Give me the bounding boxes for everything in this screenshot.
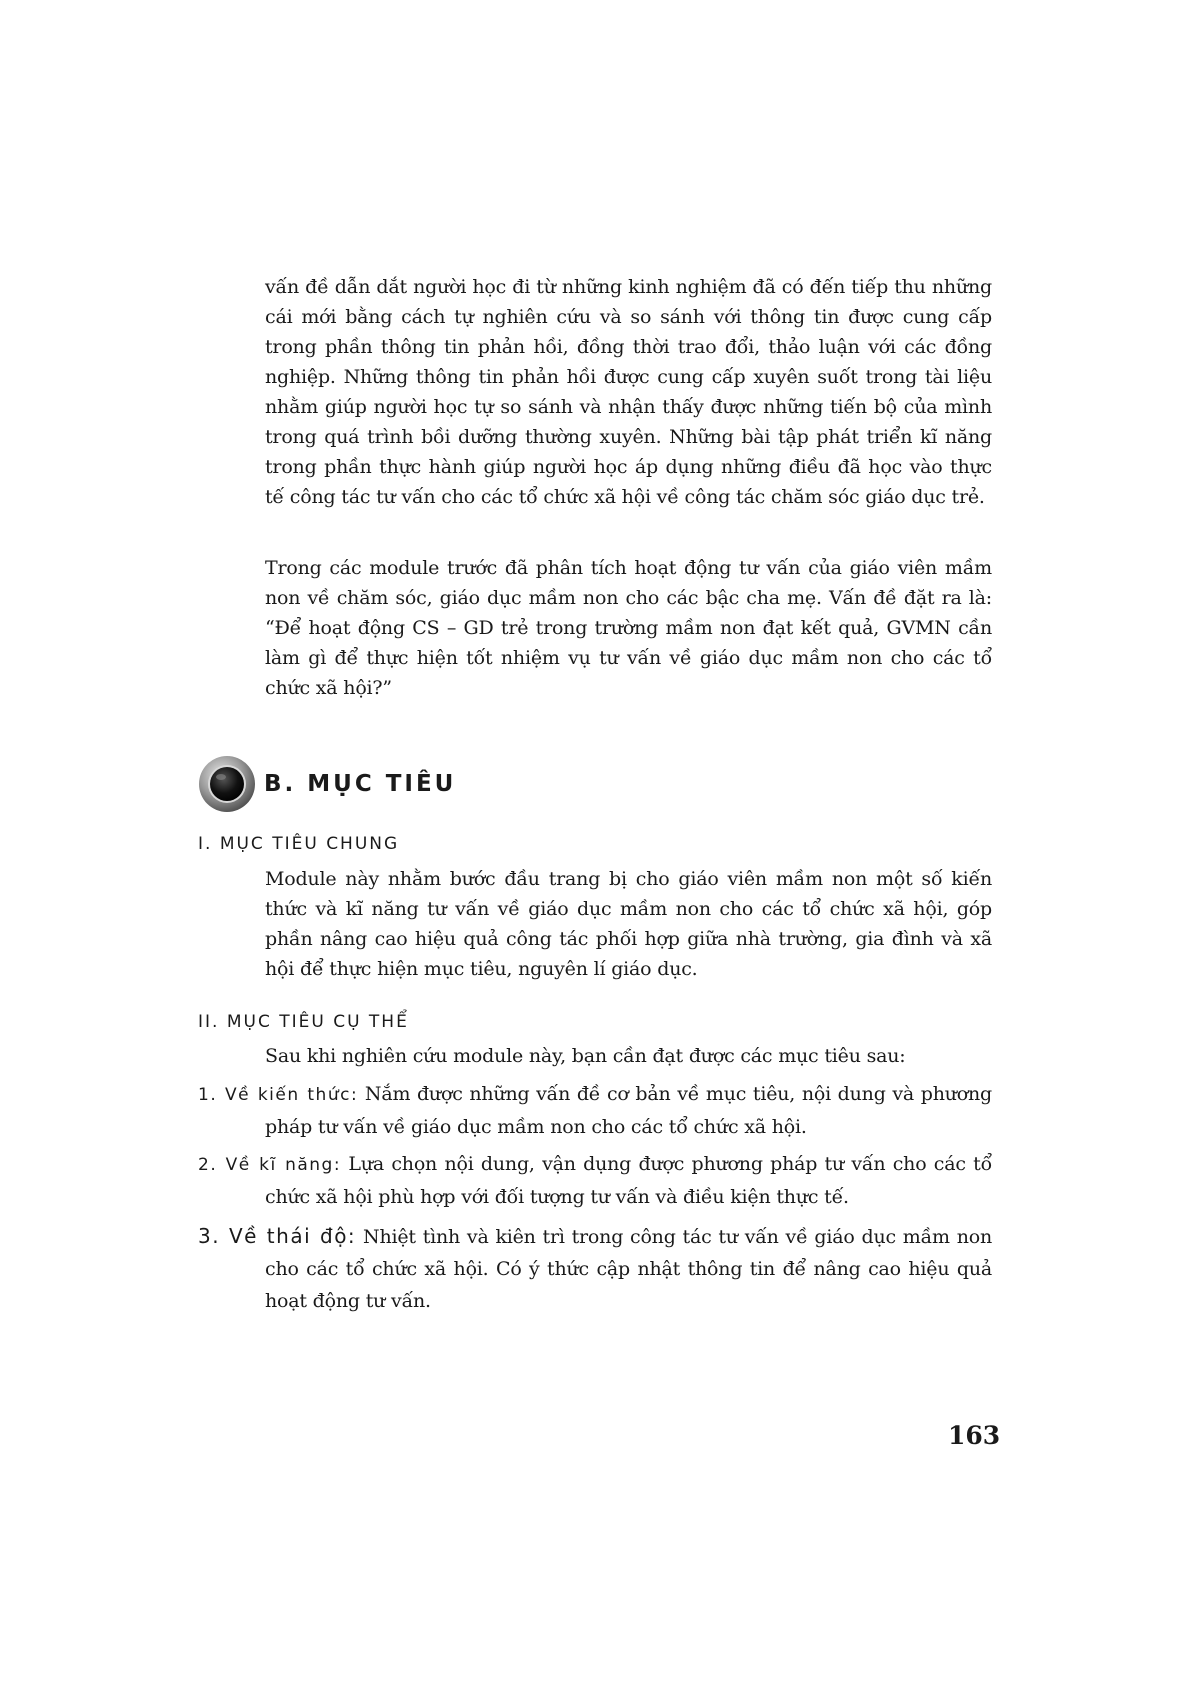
page-number: 163	[948, 1421, 1001, 1450]
circle-bullet-icon	[198, 755, 256, 813]
section-b-heading	[198, 754, 456, 814]
goal-item-knowledge	[198, 1078, 992, 1143]
body-paragraph-intro: vấn đề dẫn dắt người học đi từ những kinh nghiệm đã có đến tiếp thu những cái mới bằng cách tự nghiên cứu và so sánh với thông tin được cung cấp trong phần thông tin phản hồi, đồng thời trao đổi, thảo luận với các đồng nghiệp. Những thông tin phản hồi được cung cấp xuyên suốt trong tài liệu nhằm giúp người học tự so sánh và nhận thấy được những tiến bộ của mình trong quá trình bồi dưỡng thường xuyên. Những bài tập phát triển kĩ năng trong phần thực hành giúp người học áp dụng những điều đã học vào thực tế công tác tư vấn cho các tổ chức xã hội về công tác chăm sóc giáo dục trẻ.	[265, 276, 992, 508]
subheading-general-goals: I. MỤC TIÊU CHUNG	[198, 834, 400, 854]
goal-item-text: Lựa chọn nội dung, vận dụng được phương pháp tư vấn cho các tổ chức xã hội phù hợp với đối tượng tư vấn và điều kiện thực tế.	[265, 1153, 992, 1208]
goal-item-label: 3. Về thái độ:	[198, 1224, 357, 1248]
goal-item-text: Nắm được những vấn đề cơ bản về mục tiêu, nội dung và phương pháp tư vấn về giáo dục mầm non cho các tổ chức xã hội.	[265, 1083, 993, 1138]
body-paragraph-question: Trong các module trước đã phân tích hoạt động tư vấn của giáo viên mầm non về chăm sóc, giáo dục mầm non cho các bậc cha mẹ. Vấn đề đặt ra là: “Để hoạt động CS – GD trẻ trong trường mầm non đạt kết quả, GVMN cần làm gì để thực hiện tốt nhiệm vụ tư vấn về giáo dục mầm non cho các tổ chức xã hội?”	[265, 557, 992, 699]
goal-item-skills	[198, 1148, 992, 1213]
goal-item-attitude	[198, 1220, 992, 1317]
goal-item-label: 1. Về kiến thức:	[198, 1085, 359, 1105]
goal-item-text: Nhiệt tình và kiên trì trong công tác tư vấn về giáo dục mầm non cho các tổ chức xã hội. Có ý thức cập nhật thông tin để nâng cao hiệu quả hoạt động tư vấn.	[265, 1226, 993, 1312]
section-title: B. MỤC TIÊU	[264, 771, 457, 797]
body-paragraph-general-goals: Module này nhằm bước đầu trang bị cho giáo viên mầm non một số kiến thức và kĩ năng tư vấn về giáo dục mầm non cho các tổ chức xã hội, góp phần nâng cao hiệu quả công tác phối hợp giữa nhà trường, gia đình và xã hội để thực hiện mục tiêu, nguyên lí giáo dục.	[265, 868, 992, 980]
goal-item-label: 2. Về kĩ năng:	[198, 1155, 342, 1175]
specific-goals-intro: Sau khi nghiên cứu module này, bạn cần đạt được các mục tiêu sau:	[265, 1045, 906, 1067]
subheading-specific-goals: II. MỤC TIÊU CỤ THỂ	[198, 1012, 409, 1032]
